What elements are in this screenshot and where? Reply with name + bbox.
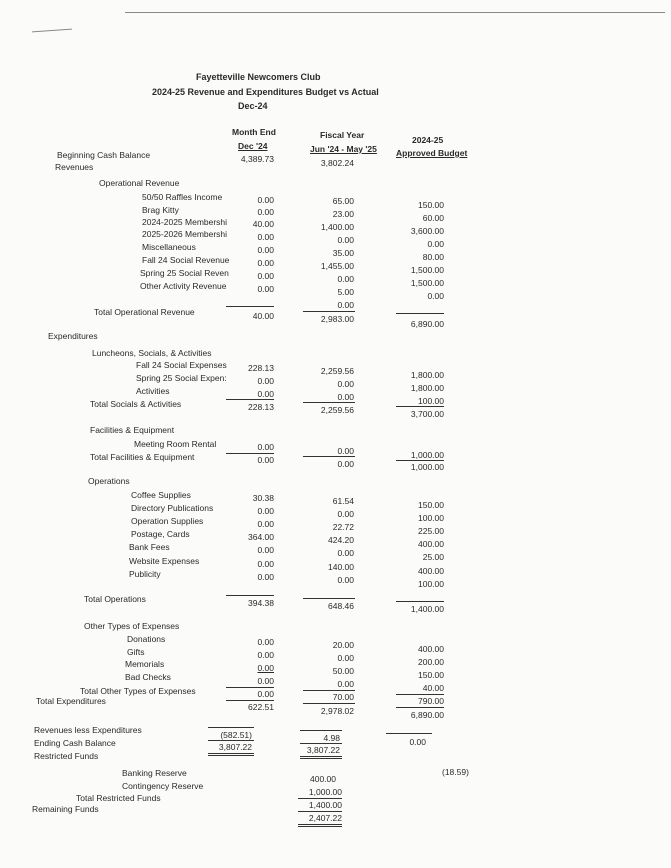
scan-mark (32, 29, 72, 33)
remaining-funds-label: Remaining Funds (32, 804, 99, 814)
rule (226, 453, 274, 454)
revenue-row-c2: 65.00 (332, 196, 354, 206)
rule (396, 313, 444, 314)
restricted-row-label: Contingency Reserve (122, 781, 204, 791)
rule (300, 758, 342, 759)
revenues-label: Revenues (55, 162, 94, 172)
rule (396, 460, 444, 461)
total-other-c3: 790.00 (418, 696, 444, 706)
operations-row-label: Postage, Cards (131, 529, 190, 539)
rule (226, 595, 274, 596)
operations-row-c2: 0.00 (337, 509, 354, 519)
other-row-c3: 150.00 (418, 670, 444, 680)
col2-header-top: Fiscal Year (320, 130, 365, 140)
restricted-row-c2: 1,000.00 (308, 787, 342, 797)
other-row-c2: 0.00 (337, 679, 354, 689)
revenue-row-c2: 35.00 (332, 248, 354, 258)
expense-row-c2: 0.00 (337, 379, 354, 389)
col3-header-top: 2024-25 (412, 135, 444, 145)
beginning-cash-label: Beginning Cash Balance (57, 150, 151, 160)
operations-row-c3: 400.00 (418, 566, 444, 576)
rule (303, 690, 355, 691)
total-facilities-c3: 1,000.00 (410, 462, 444, 472)
revenue-row-c1: 0.00 (257, 271, 274, 281)
expense-row-c1: 228.13 (248, 363, 274, 373)
revenue-row-c2: 5.00 (337, 287, 354, 297)
total-operations-label: Total Operations (84, 594, 146, 604)
revenue-row-c3: 1,500.00 (410, 278, 444, 288)
col3-header-bottom: Approved Budget (396, 148, 468, 158)
total-expenditures-label: Total Expenditures (36, 696, 106, 706)
revenue-row-c1: 0.00 (257, 232, 274, 242)
total-restricted-c2: 1,400.00 (308, 800, 342, 810)
other-row-c3: 400.00 (418, 644, 444, 654)
other-row-label: Gifts (127, 647, 145, 657)
rule (226, 700, 274, 701)
revenue-row-label: Brag Kitty (142, 205, 179, 215)
org-name: Fayetteville Newcomers Club (196, 72, 321, 82)
revenue-row-c1: 0.00 (257, 258, 274, 268)
revenue-row-label: 50/50 Raffles Income (142, 192, 223, 202)
revenue-row-label: Spring 25 Social Reven (140, 268, 229, 278)
operations-row-c1: 30.38 (252, 493, 274, 503)
facilities-row-label: Meeting Room Rental (134, 439, 217, 449)
rule (300, 730, 342, 731)
other-row-c3: 200.00 (418, 657, 444, 667)
rule (303, 402, 355, 403)
revenue-row-c1: 0.00 (257, 207, 274, 217)
rule (303, 456, 355, 457)
rule (396, 694, 444, 695)
operations-label: Operations (88, 476, 130, 486)
other-expenses-label: Other Types of Expenses (84, 621, 180, 631)
facilities-label: Facilities & Equipment (90, 425, 175, 435)
operations-row-c2: 22.72 (332, 522, 354, 532)
operations-row-label: Operation Supplies (131, 516, 204, 526)
operations-row-c1: 0.00 (257, 506, 274, 516)
rule (396, 601, 444, 602)
restricted-funds-label: Restricted Funds (34, 751, 99, 761)
other-row-c2: 50.00 (332, 666, 354, 676)
rule (208, 727, 254, 728)
operations-row-c3: 225.00 (418, 526, 444, 536)
total-facilities-label: Total Facilities & Equipment (90, 452, 195, 462)
rule (303, 311, 355, 312)
other-row-c2: 0.00 (337, 653, 354, 663)
luncheons-label: Luncheons, Socials, & Activities (92, 348, 212, 358)
expense-row-c3: 100.00 (418, 396, 444, 406)
revenue-row-c2: 1,400.00 (320, 222, 354, 232)
rule (208, 753, 254, 754)
operations-row-label: Website Expenses (129, 556, 200, 566)
operations-row-c2: 424.20 (328, 535, 354, 545)
total-operational-revenue-c1: 40.00 (252, 311, 274, 321)
rev-less-exp-c3: 0.00 (409, 737, 426, 747)
rule (298, 798, 342, 799)
operations-row-c3: 150.00 (418, 500, 444, 510)
operations-row-c2: 61.54 (332, 496, 354, 506)
expense-row-label: Fall 24 Social Expenses (136, 360, 227, 370)
total-socials-c3: 3,700.00 (410, 409, 444, 419)
expense-row-c2: 2,259.56 (320, 366, 354, 376)
beginning-cash-c1: 4,389.73 (240, 154, 274, 164)
total-restricted-label: Total Restricted Funds (76, 793, 161, 803)
facilities-row-c2: 0.00 (337, 446, 354, 456)
revenue-row-c3: 0.00 (427, 239, 444, 249)
other-row-c3: 40.00 (422, 683, 444, 693)
rule (303, 598, 355, 599)
rule (226, 306, 274, 307)
operational-revenue-label: Operational Revenue (99, 178, 180, 188)
rule (226, 687, 274, 688)
col1-header-top: Month End (232, 127, 276, 137)
other-row-c2: 20.00 (332, 640, 354, 650)
rule (226, 399, 274, 400)
revenue-row-c2: 23.00 (332, 209, 354, 219)
rule (300, 743, 342, 744)
remaining-funds-c2: 2,407.22 (308, 813, 342, 823)
expense-row-c2: 0.00 (337, 392, 354, 402)
revenue-row-label: 2025-2026 Membershi (142, 229, 228, 239)
rule (396, 406, 444, 407)
restricted-note: (18.59) (442, 767, 469, 777)
total-operational-revenue-label: Total Operational Revenue (94, 307, 195, 317)
operations-row-c1: 0.00 (257, 545, 274, 555)
revenue-row-label: 2024-2025 Membershi (142, 217, 228, 227)
ending-cash-c2: 3,807.22 (306, 745, 340, 755)
operations-row-label: Directory Publications (131, 503, 214, 513)
scan-edge-line (125, 12, 665, 13)
rule (208, 755, 254, 756)
operations-row-c2: 140.00 (328, 562, 354, 572)
facilities-row-c3: 1,000.00 (410, 450, 444, 460)
operations-row-label: Coffee Supplies (131, 490, 191, 500)
expense-row-c3: 1,800.00 (410, 383, 444, 393)
operations-row-c3: 400.00 (418, 539, 444, 549)
revenue-row-c3: 1,500.00 (410, 265, 444, 275)
total-expenditures-c3: 6,890.00 (410, 710, 444, 720)
other-row-label: Donations (127, 634, 166, 644)
expense-row-c1: 0.00 (257, 376, 274, 386)
facilities-row-c1: 0.00 (257, 442, 274, 452)
col2-header-bottom: Jun '24 - May '25 (310, 144, 377, 154)
expense-row-label: Spring 25 Social Expen: (136, 373, 227, 383)
revenue-row-c3: 60.00 (422, 213, 444, 223)
rule (300, 756, 342, 757)
report-period: Dec-24 (238, 101, 268, 111)
report-title: 2024-25 Revenue and Expenditures Budget vs Actual (152, 87, 379, 97)
other-row-c1: 0.00 (257, 637, 274, 647)
total-operations-c3: 1,400.00 (410, 604, 444, 614)
revenue-row-c1: 40.00 (252, 219, 274, 229)
rule (303, 703, 355, 704)
total-expenditures-c2: 2,978.02 (320, 706, 354, 716)
total-operational-revenue-c3: 6,890.00 (410, 319, 444, 329)
revenue-row-c2: 0.00 (337, 235, 354, 245)
other-row-c1: 0.00 (257, 676, 274, 686)
col1-header-bottom: Dec '24 (238, 141, 268, 151)
rev-less-exp-c1: (582.51) (220, 730, 252, 740)
other-row-c1: 0.00 (257, 650, 274, 660)
total-socials-label: Total Socials & Activities (90, 399, 182, 409)
total-other-c1: 0.00 (257, 689, 274, 699)
rev-less-exp-label: Revenues less Expenditures (34, 725, 142, 735)
operations-row-c3: 100.00 (418, 513, 444, 523)
total-expenditures-c1: 622.51 (248, 702, 274, 712)
revenue-row-c1: 0.00 (257, 245, 274, 255)
rule (208, 740, 254, 741)
revenue-row-c3: 3,600.00 (410, 226, 444, 236)
expenditures-label: Expenditures (48, 331, 98, 341)
expense-row-c3: 1,800.00 (410, 370, 444, 380)
restricted-row-c2: 400.00 (310, 774, 336, 784)
total-facilities-c1: 0.00 (257, 455, 274, 465)
rule (298, 811, 342, 812)
operations-row-label: Publicity (129, 569, 161, 579)
rev-less-exp-c2: 4.98 (323, 733, 340, 743)
total-facilities-c2: 0.00 (337, 459, 354, 469)
operations-row-c3: 100.00 (418, 579, 444, 589)
other-row-c1: 0.00 (257, 663, 274, 673)
total-operations-c2: 648.46 (328, 601, 354, 611)
total-socials-c2: 2,259.56 (320, 405, 354, 415)
rule (396, 707, 444, 708)
revenue-row-c1: 0.00 (257, 284, 274, 294)
total-operational-revenue-c2: 2,983.00 (320, 314, 354, 324)
operations-row-c1: 0.00 (257, 572, 274, 582)
ending-cash-label: Ending Cash Balance (34, 738, 116, 748)
revenue-row-c3: 80.00 (422, 252, 444, 262)
revenue-row-label: Fall 24 Social Revenue (142, 255, 230, 265)
total-other-c2: 70.00 (332, 692, 354, 702)
operations-row-c1: 0.00 (257, 519, 274, 529)
restricted-row-label: Banking Reserve (122, 768, 187, 778)
revenue-row-c2: 0.00 (337, 274, 354, 284)
rule (298, 826, 342, 827)
other-row-label: Memorials (125, 659, 165, 669)
operations-row-c1: 364.00 (248, 532, 274, 542)
beginning-cash-c2: 3,802.24 (320, 158, 354, 168)
revenue-row-c3: 150.00 (418, 200, 444, 210)
operations-row-c1: 0.00 (257, 559, 274, 569)
expense-row-label: Activities (136, 386, 170, 396)
revenue-row-label: Miscellaneous (142, 242, 196, 252)
revenue-row-c1: 0.00 (257, 195, 274, 205)
operations-row-c2: 0.00 (337, 575, 354, 585)
revenue-row-label: Other Activity Revenue (140, 281, 227, 291)
other-row-label: Bad Checks (125, 672, 171, 682)
revenue-row-c2: 1,455.00 (320, 261, 354, 271)
rule (298, 824, 342, 825)
total-operations-c1: 394.38 (248, 598, 274, 608)
expense-row-c1: 0.00 (257, 389, 274, 399)
operations-row-c2: 0.00 (337, 548, 354, 558)
ending-cash-c1: 3,807.22 (218, 742, 252, 752)
total-socials-c1: 228.13 (248, 402, 274, 412)
operations-row-c3: 25.00 (422, 552, 444, 562)
revenue-extra-c2: 0.00 (337, 300, 354, 310)
operations-row-label: Bank Fees (129, 542, 170, 552)
rule (386, 733, 432, 734)
total-other-label: Total Other Types of Expenses (80, 686, 196, 696)
revenue-row-c3: 0.00 (427, 291, 444, 301)
